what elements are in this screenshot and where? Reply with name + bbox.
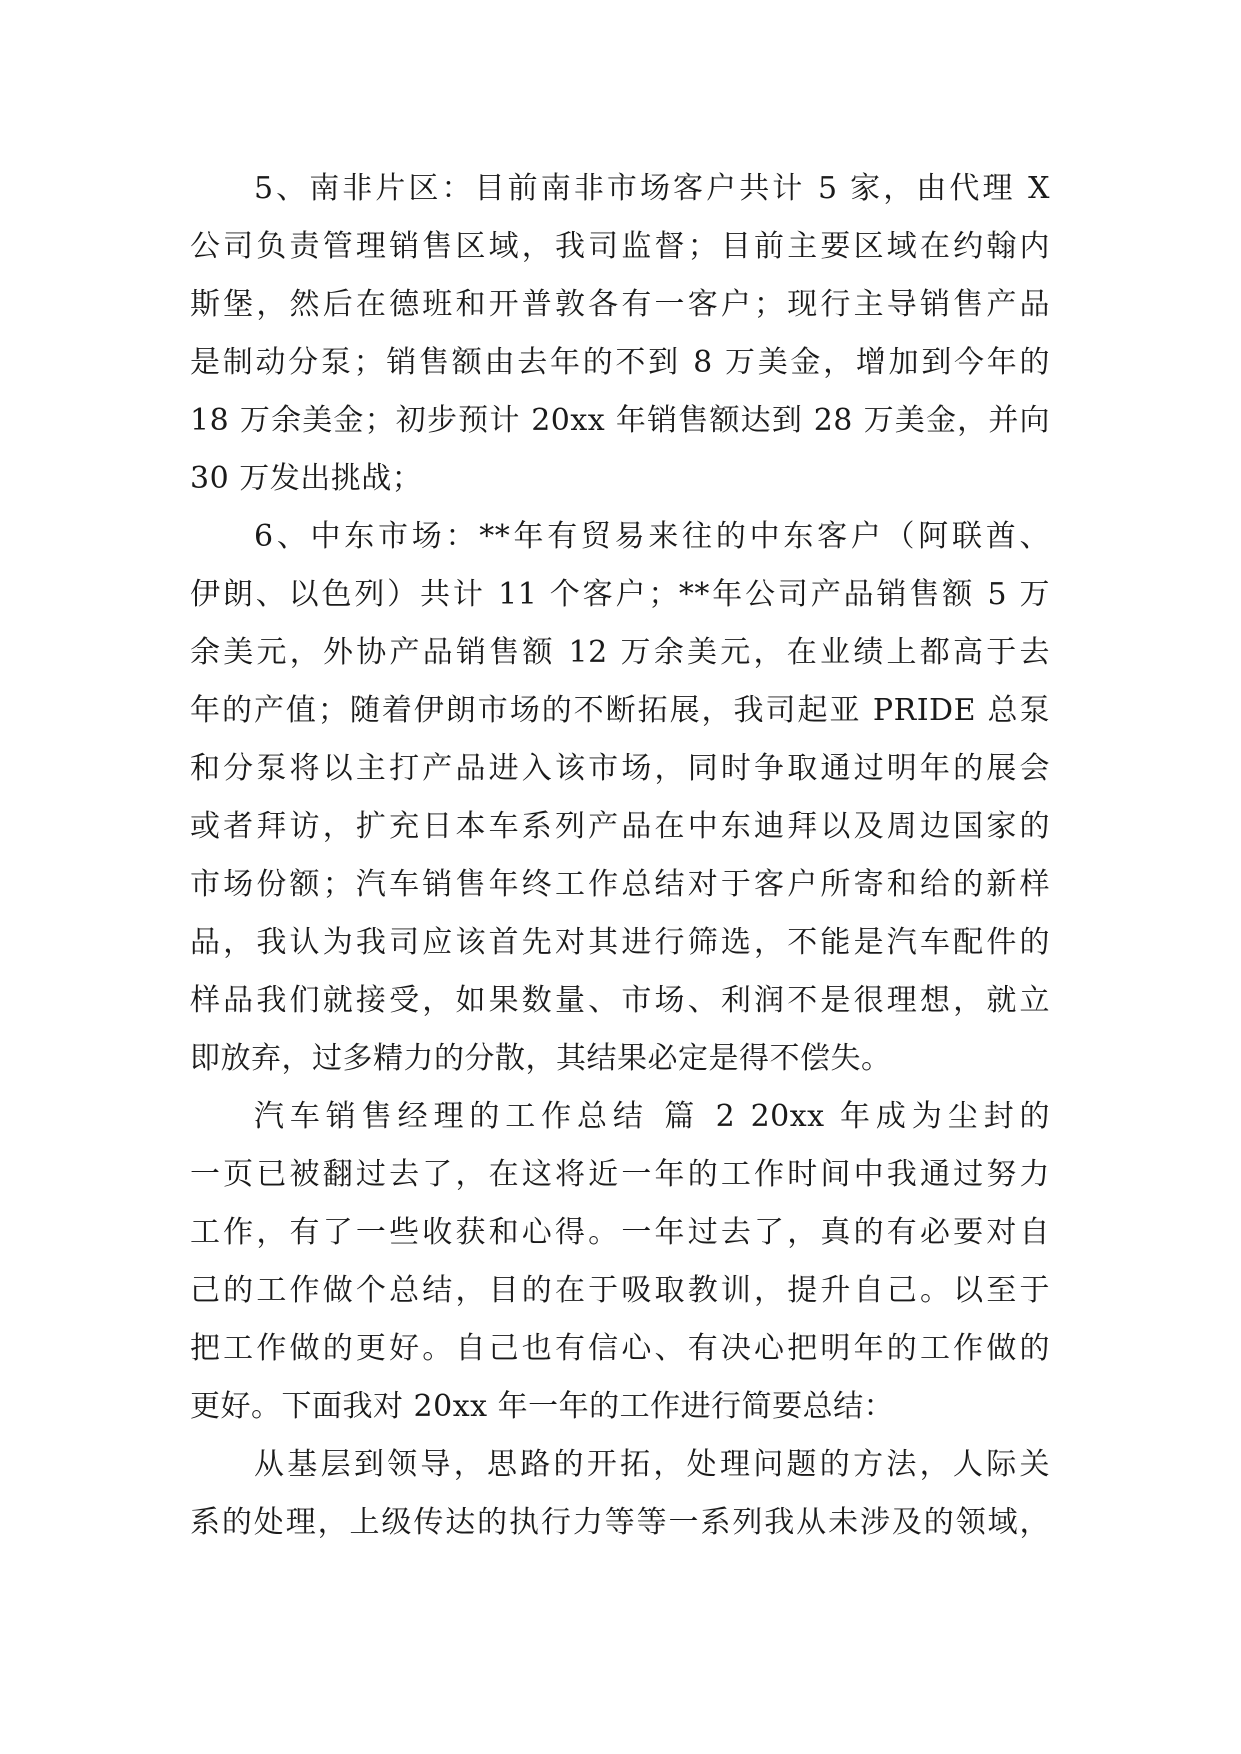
text-line: 更好。下面我对 20xx 年一年的工作进行简要总结：: [190, 1389, 895, 1424]
text-line: 一页已被翻过去了，在这将近一年的工作时间中我通过努力: [190, 1157, 1050, 1192]
text-line: 是制动分泵；销售额由去年的不到 8 万美金，增加到今年的: [190, 345, 1050, 380]
text-line: 或者拜访，扩充日本车系列产品在中东迪拜以及周边国家的: [190, 809, 1050, 844]
text-line: 30 万发出挑战；: [190, 461, 423, 496]
text-line: 和分泵将以主打产品进入该市场，同时争取通过明年的展会: [190, 751, 1050, 786]
text-line: 汽车销售经理的工作总结 篇 2 20xx 年成为尘封的: [254, 1099, 1050, 1134]
text-line: 把工作做的更好。自己也有信心、有决心把明年的工作做的: [190, 1331, 1050, 1366]
text-line: 年的产值；随着伊朗市场的不断拓展，我司起亚 PRIDE 总泵: [190, 693, 1050, 728]
text-line: 余美元，外协产品销售额 12 万余美元，在业绩上都高于去: [190, 635, 1050, 670]
text-line: 即放弃，过多精力的分散，其结果必定是得不偿失。: [190, 1041, 892, 1076]
text-line: 斯堡，然后在德班和开普敦各有一客户；现行主导销售产品: [190, 287, 1050, 322]
text-line: 己的工作做个总结，目的在于吸取教训，提升自己。以至于: [190, 1273, 1050, 1308]
body-text: [190, 160, 1050, 1552]
text-line: 工作，有了一些收获和心得。一年过去了，真的有必要对自: [190, 1215, 1050, 1250]
text-line: 系的处理，上级传达的执行力等等一系列我从未涉及的领域，: [190, 1505, 1050, 1540]
text-line: 从基层到领导，思路的开拓，处理问题的方法，人际关: [254, 1447, 1050, 1482]
text-line: 品，我认为我司应该首先对其进行筛选，不能是汽车配件的: [190, 925, 1050, 960]
text-line: 样品我们就接受，如果数量、市场、利润不是很理想，就立: [190, 983, 1050, 1018]
text-line: 市场份额；汽车销售年终工作总结对于客户所寄和给的新样: [190, 867, 1050, 902]
text-line: 公司负责管理销售区域，我司监督；目前主要区域在约翰内: [190, 229, 1050, 264]
text-line: 6、中东市场：**年有贸易来往的中东客户（阿联酋、: [254, 519, 1050, 554]
text-line: 18 万余美金；初步预计 20xx 年销售额达到 28 万美金，并向: [190, 403, 1050, 438]
text-line: 5、南非片区：目前南非市场客户共计 5 家，由代理 X: [254, 171, 1050, 206]
text-line: 伊朗、以色列）共计 11 个客户；**年公司产品销售额 5 万: [190, 577, 1050, 612]
